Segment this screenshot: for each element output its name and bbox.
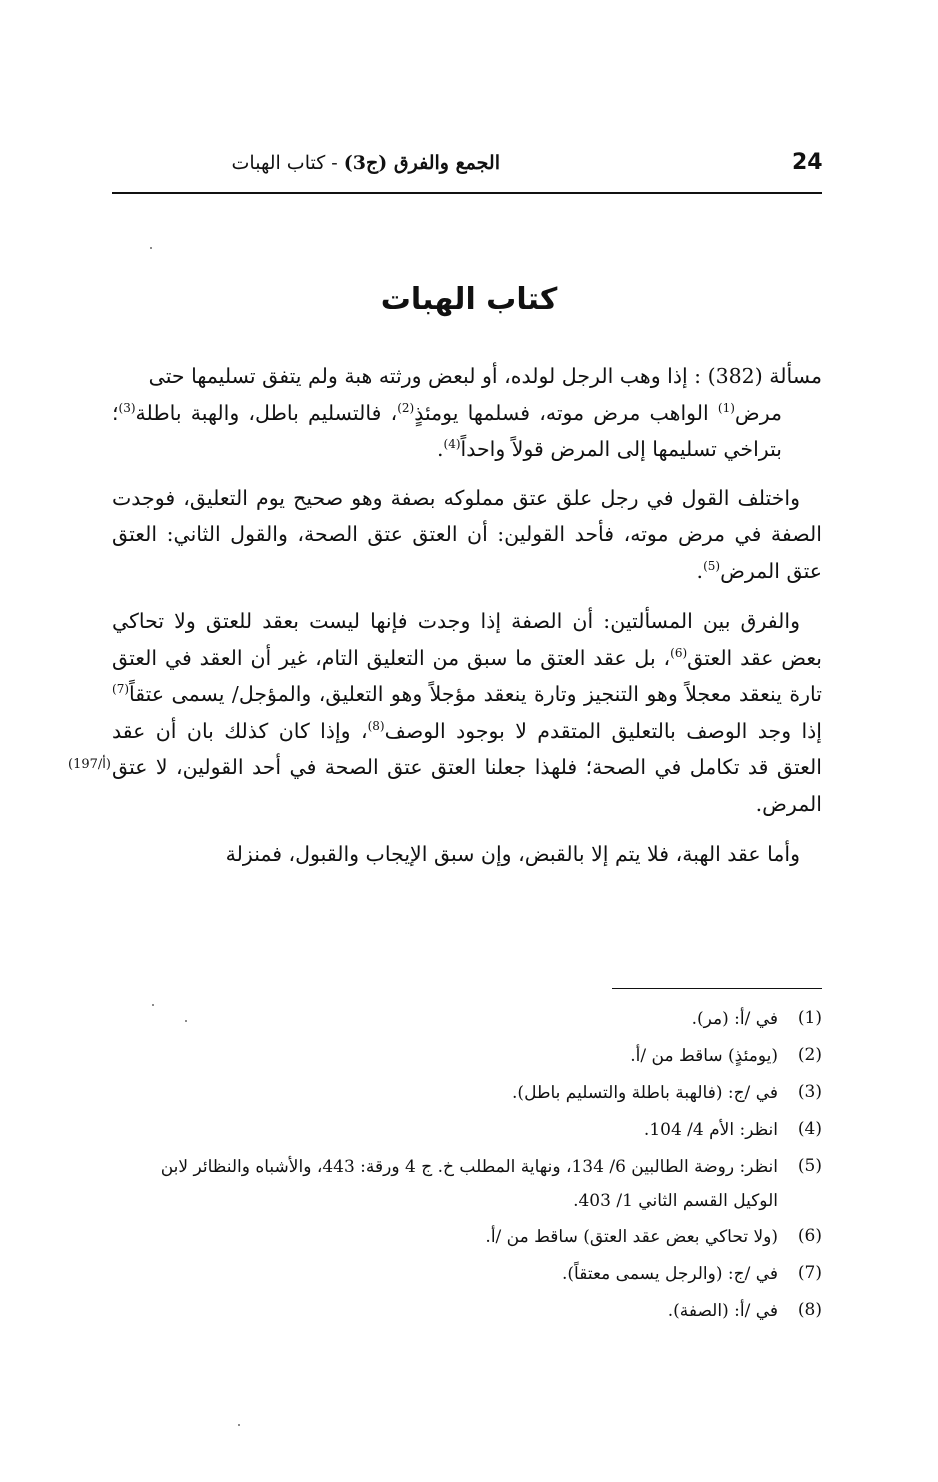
footnote-number: (8)	[797, 1300, 822, 1320]
footnote-text: (ولا تحاكي بعض عقد العتق) ساقط من /أ.	[485, 1227, 778, 1247]
text-run: مرض	[734, 400, 782, 425]
paragraph-farq	[112, 603, 822, 822]
scan-speck	[185, 1020, 187, 1022]
footnote-number: (4)	[797, 1119, 822, 1139]
scan-speck	[152, 1004, 154, 1006]
paragraph-ikhtilaf	[112, 480, 822, 590]
text-run: واختلف القول في رجل علق عتق مملوكه بصفة وهو صحيح يوم التعليق، فوجدت الصفة في مرض موته، فأحد القولين: أن العتق عتق الصحة، والقول الثاني: العتق عتق المرض	[112, 485, 822, 583]
text-run: ، فالتسليم باطل، والهبة	[190, 400, 398, 425]
footnote	[112, 1111, 822, 1148]
footnote-number: (5)	[797, 1156, 822, 1176]
footnote-text: (يومئذٍ) ساقط من /أ.	[630, 1046, 778, 1066]
footnote-text: انظر: الأم 4/ 104.	[643, 1120, 778, 1140]
footnote-number: (6)	[797, 1226, 822, 1246]
text-run: ، بل عقد العتق ما سبق من التعليق التام، غير أن العقد في العتق تارة ينعقد معجلاً وهو التنجيز وتارة ينعقد مؤجلاً وهو التعليق، والمؤجل/ يسمى عتقاً	[112, 645, 822, 706]
footnote-ref: (8)	[367, 718, 385, 733]
text-run: باطلة	[135, 400, 182, 425]
footnote-text: في /ج: (فالهبة باطلة والتسليم باطل).	[512, 1083, 778, 1103]
footnote	[112, 1255, 822, 1292]
text-run: الواهب مرض موته، فسلمها يومئذٍ	[414, 400, 718, 425]
running-title-rest: - كتاب الهبات	[231, 152, 344, 174]
masala-continuation	[112, 395, 822, 468]
footnote	[112, 1292, 822, 1329]
masala-heading-line: مسألة (382) : إذا وهب الرجل لولده، أو لبعض ورثته هبة ولم يتفق تسليمها حتى	[148, 364, 822, 388]
footnote-number: (2)	[797, 1045, 822, 1065]
text-run: إذا وجد الوصف بالتعليق المتقدم لا بوجود الوصف	[384, 718, 822, 743]
text-run: ، وإذا كان كذلك بان أن عقد العتق قد تكامل في الصحة؛ فلهذا جعلنا العتق عتق الصحة في أحد القولين، لا عتق المرض.	[112, 718, 822, 816]
header-rule	[112, 192, 822, 194]
manuscript-folio-note: (197/أ)	[68, 757, 111, 772]
paragraph-masala	[112, 358, 822, 468]
footnote-ref: (6)	[670, 645, 688, 660]
footnote-text: في /ج: (والرجل يسمى معتقاً).	[562, 1264, 778, 1284]
footnote-number: (7)	[797, 1263, 822, 1283]
chapter-title: كتاب الهبات	[380, 282, 558, 317]
footnote-ref: (7)	[112, 682, 130, 697]
footnote	[112, 1074, 822, 1111]
footnote-ref: (1)	[717, 400, 735, 415]
text-run: .	[436, 437, 444, 461]
footnote-ref: (3)	[118, 400, 136, 415]
footnote-number: (1)	[797, 1008, 822, 1028]
paragraph-amma: وأما عقد الهبة، فلا يتم إلا بالقبض، وإن سبق الإيجاب والقبول، فمنزلة	[225, 842, 800, 866]
footnote-ref: (5)	[703, 558, 721, 573]
footnote	[112, 1037, 822, 1074]
page-number: 24	[792, 150, 823, 175]
body-text	[112, 358, 822, 873]
scan-speck	[238, 1424, 240, 1426]
footnote	[112, 1218, 822, 1255]
footnote-ref: (2)	[397, 400, 415, 415]
footnotes	[112, 1000, 822, 1329]
footnote-number: (3)	[797, 1082, 822, 1102]
text-run: ؛ بتراخي تسليمها إلى المرض قولاً واحداً	[112, 400, 782, 461]
footnote-text: انظر: روضة الطالبين 6/ 134، ونهاية المطلب خ. ج 4 ورقة: 443، والأشباه والنظائر لابن الوكيل القسم الثاني 1/ 403.	[160, 1157, 778, 1211]
running-title	[100, 152, 500, 174]
footnote-ref: (4)	[443, 437, 461, 452]
footnote-rule	[612, 988, 822, 989]
scan-speck	[150, 247, 152, 249]
footnote-text: في /أ: (مر).	[691, 1009, 778, 1029]
footnote-text: في /أ: (الصفة).	[667, 1301, 778, 1321]
text-run: .	[696, 558, 704, 583]
text-run: والفرق بين المسألتين: أن الصفة إذا وجدت فإنها ليست بعقد للعتق ولا تحاكي بعض عقد العتق	[112, 609, 822, 670]
running-title-main: الجمع والفرق (ج3)	[343, 152, 500, 174]
footnote	[112, 1148, 822, 1218]
footnote	[112, 1000, 822, 1037]
